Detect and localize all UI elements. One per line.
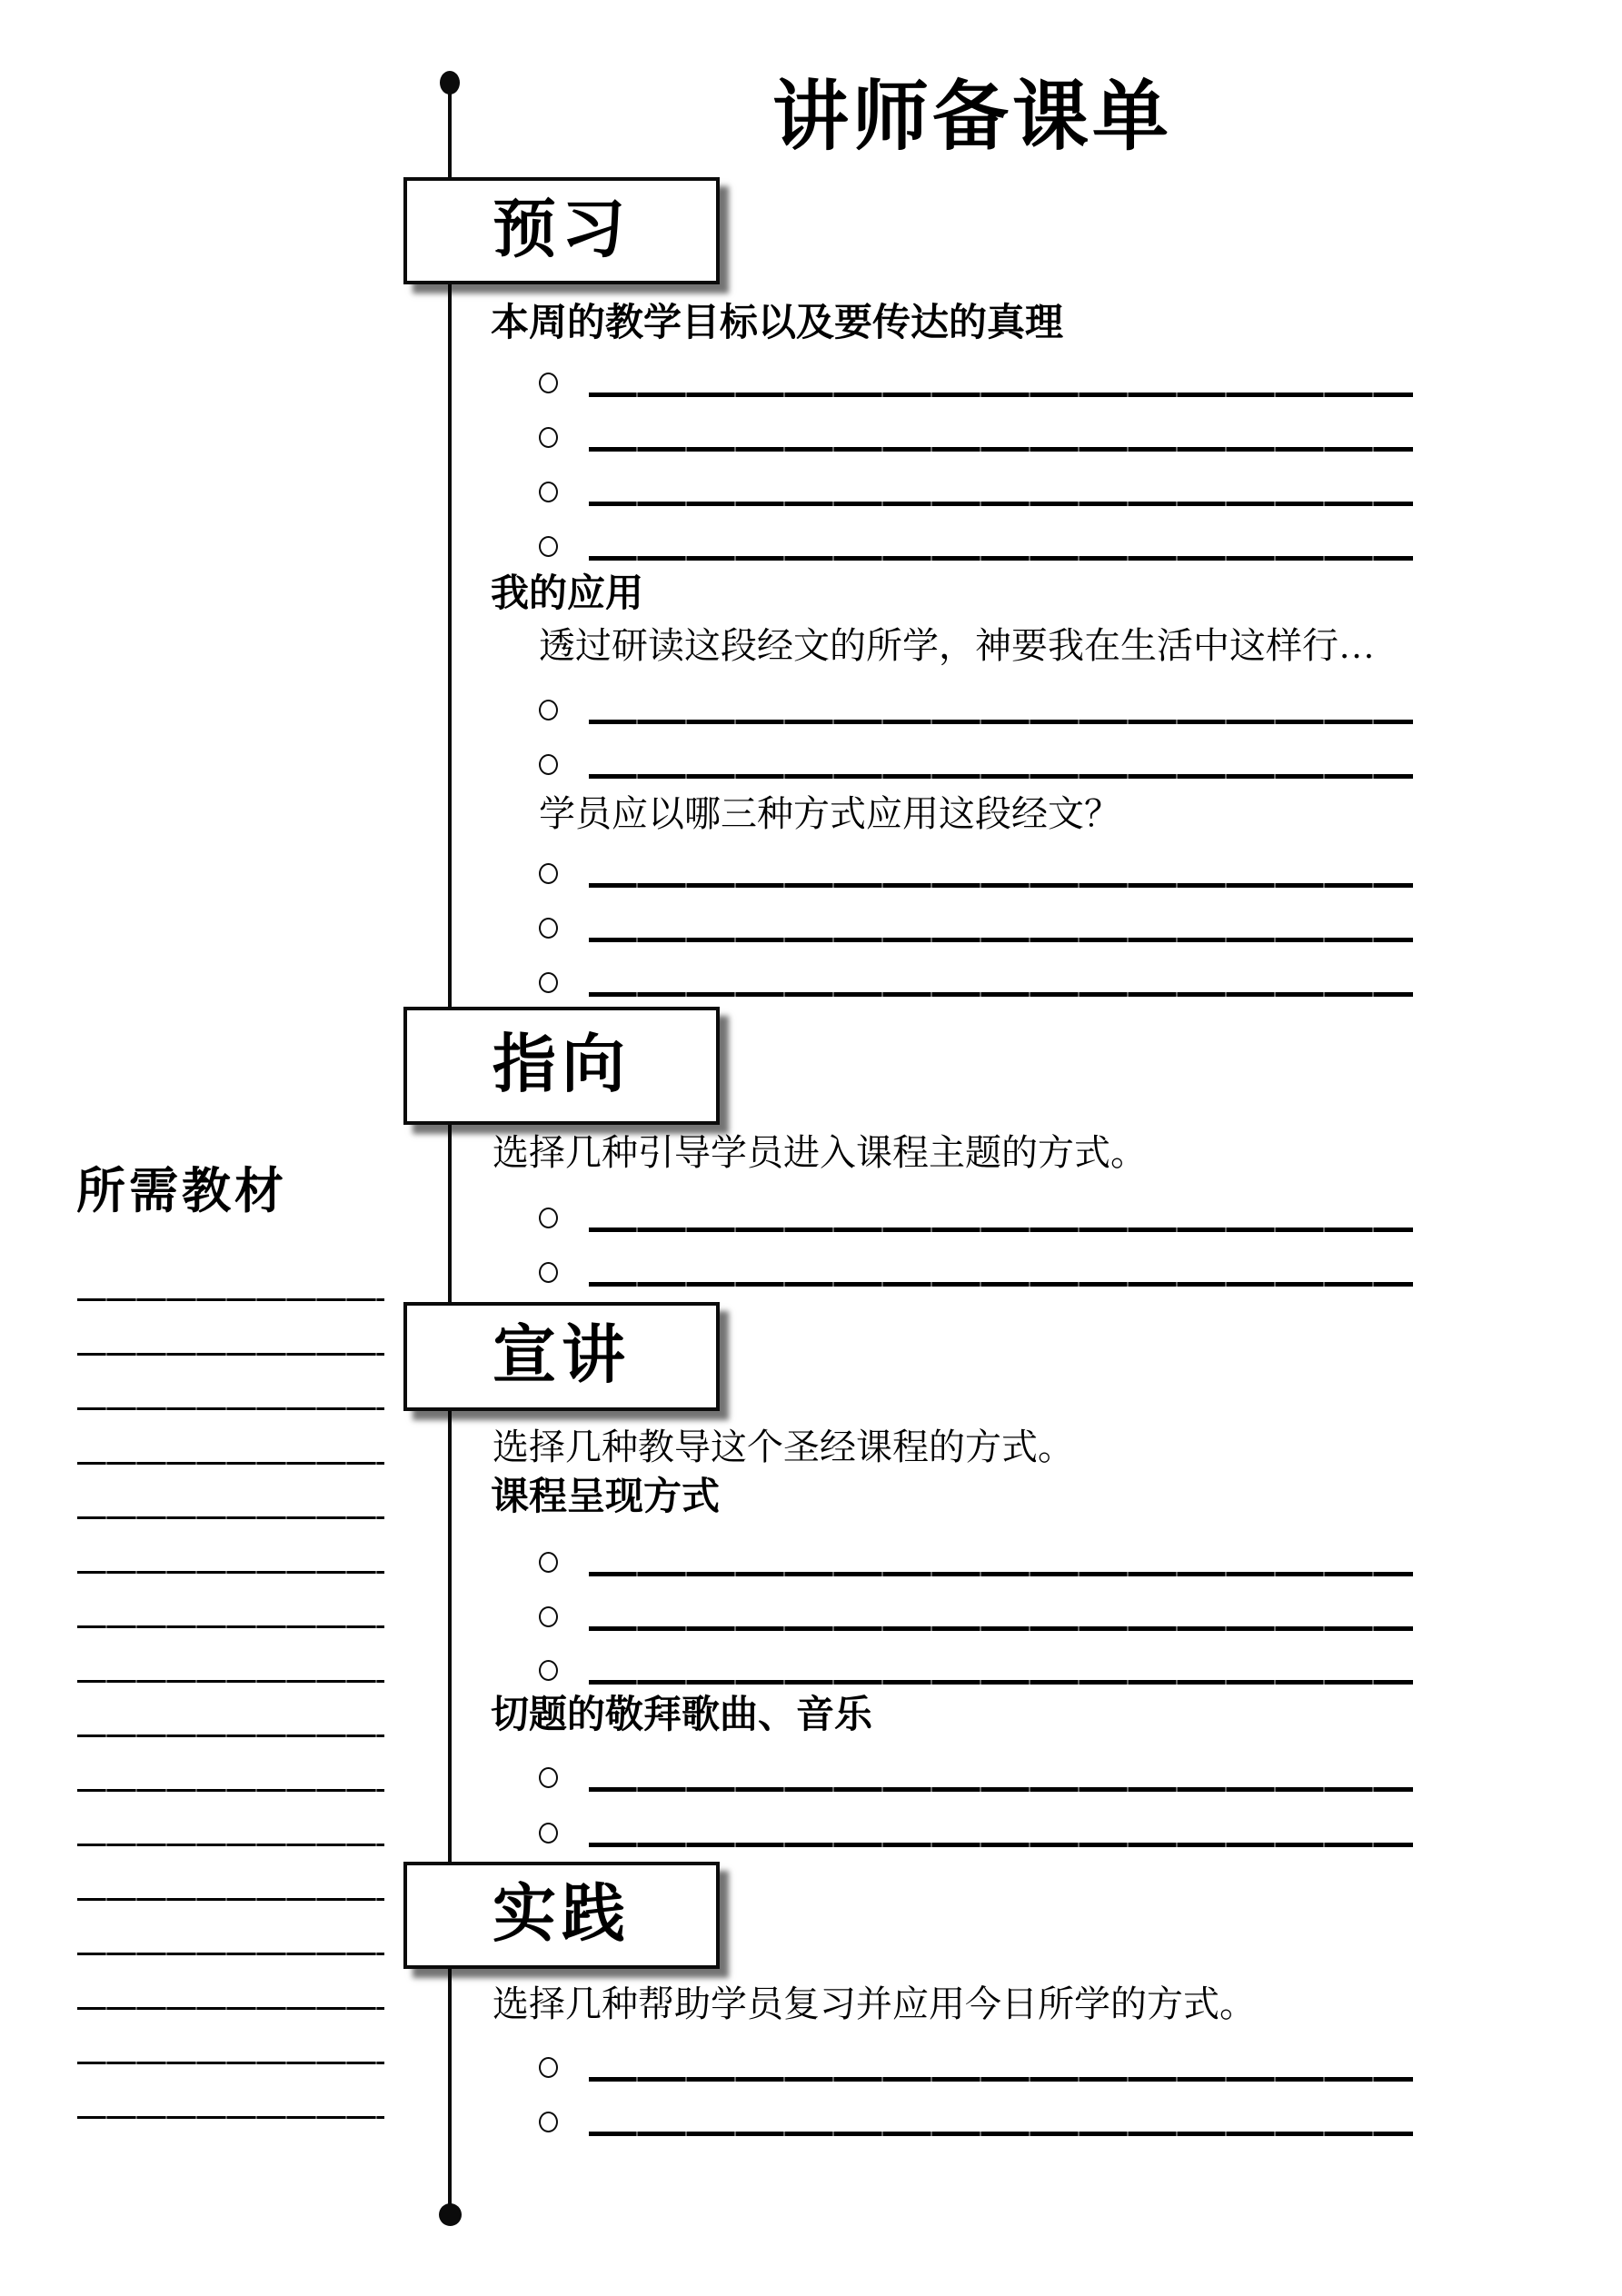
- section-box-orient: [403, 1007, 720, 1125]
- proclaim-description: 选择几种教导这个圣经课程的方式。: [493, 1426, 1074, 1467]
- bullet-row: [0, 1262, 1622, 1289]
- bullet-circle-icon: [539, 754, 558, 775]
- bullet-circle-icon: [539, 373, 558, 393]
- material-blank-line[interactable]: [77, 1298, 384, 1301]
- bullet-circle-icon: [539, 1262, 558, 1283]
- bullet-row: [0, 1208, 1622, 1235]
- bullet-row: [0, 1606, 1622, 1634]
- fill-in-blank-line[interactable]: [589, 1787, 1413, 1792]
- bullet-circle-icon: [539, 1208, 558, 1228]
- fill-in-blank-line[interactable]: [589, 1843, 1413, 1847]
- bullet-row: [0, 700, 1622, 727]
- bullet-circle-icon: [539, 2057, 558, 2078]
- bullet-row: [0, 373, 1622, 400]
- fill-in-blank-line[interactable]: [589, 2077, 1413, 2082]
- material-blank-line[interactable]: [77, 1407, 384, 1410]
- bullet-circle-icon: [539, 1606, 558, 1627]
- bullet-circle-icon: [539, 700, 558, 721]
- bullet-row: [0, 482, 1622, 509]
- bullet-row: [0, 1823, 1622, 1850]
- bullet-circle-icon: [539, 1767, 558, 1788]
- bullet-circle-icon: [539, 482, 558, 502]
- fill-in-blank-line[interactable]: [589, 447, 1413, 452]
- fill-in-blank-line[interactable]: [589, 556, 1413, 561]
- fill-in-blank-line[interactable]: [589, 883, 1413, 888]
- materials-title: 所需教材: [76, 1164, 287, 1218]
- preview-subtext-personal: 透过研读这段经文的所学，神要我在生活中这样行…: [539, 625, 1375, 666]
- fill-in-blank-line[interactable]: [589, 502, 1413, 506]
- fill-in-blank-line[interactable]: [589, 774, 1413, 779]
- bullet-row: [0, 863, 1622, 890]
- bullet-circle-icon: [539, 918, 558, 939]
- proclaim-heading-worship: 切题的敬拜歌曲、音乐: [491, 1695, 873, 1736]
- materials-lines: [77, 1298, 384, 2121]
- bullet-circle-icon: [539, 972, 558, 993]
- fill-in-blank-line[interactable]: [589, 1626, 1413, 1631]
- practice-description: 选择几种帮助学员复习并应用今日所学的方式。: [493, 1983, 1256, 2024]
- bullet-row: [0, 918, 1622, 945]
- bullet-circle-icon: [539, 1552, 558, 1573]
- material-blank-line[interactable]: [77, 1462, 384, 1465]
- section-label-practice: 实践: [493, 1880, 631, 1950]
- timeline-top-dot-icon: [440, 71, 460, 94]
- fill-in-blank-line[interactable]: [589, 2132, 1413, 2136]
- material-blank-line[interactable]: [77, 1516, 384, 1519]
- proclaim-heading-presentation: 课程呈现方式: [491, 1476, 721, 1518]
- fill-in-blank-line[interactable]: [589, 720, 1413, 724]
- bullet-row: [0, 427, 1622, 454]
- material-blank-line[interactable]: [77, 1953, 384, 1955]
- bullet-row: [0, 1552, 1622, 1579]
- material-blank-line[interactable]: [77, 1353, 384, 1356]
- section-box-proclaim: [403, 1302, 720, 1411]
- section-label-preview: 预习: [493, 195, 631, 265]
- bullet-circle-icon: [539, 1823, 558, 1844]
- bullet-row: [0, 1660, 1622, 1687]
- bullet-row: [0, 754, 1622, 781]
- bullet-circle-icon: [539, 863, 558, 884]
- bullet-circle-icon: [539, 1660, 558, 1681]
- bullet-row: [0, 2057, 1622, 2084]
- section-box-preview: [403, 177, 720, 284]
- bullet-row: [0, 536, 1622, 563]
- material-blank-line[interactable]: [77, 1734, 384, 1737]
- preview-subtext-students: 学员应以哪三种方式应用这段经文？: [539, 793, 1120, 834]
- material-blank-line[interactable]: [77, 1898, 384, 1901]
- section-box-practice: [403, 1862, 720, 1969]
- bullet-circle-icon: [539, 2112, 558, 2132]
- bullet-row: [0, 2112, 1622, 2139]
- timeline-bottom-dot-icon: [439, 2203, 462, 2226]
- section-label-proclaim: 宣讲: [493, 1321, 631, 1391]
- page-title: 讲师备课单: [771, 75, 1172, 160]
- material-blank-line[interactable]: [77, 2007, 384, 2010]
- bullet-row: [0, 1767, 1622, 1794]
- preview-heading-application: 我的应用: [491, 573, 644, 615]
- fill-in-blank-line[interactable]: [589, 393, 1413, 397]
- fill-in-blank-line[interactable]: [589, 938, 1413, 942]
- fill-in-blank-line[interactable]: [589, 1572, 1413, 1576]
- bullet-circle-icon: [539, 536, 558, 557]
- section-label-orient: 指向: [493, 1030, 631, 1100]
- bullet-circle-icon: [539, 427, 558, 448]
- orient-description: 选择几种引导学员进入课程主题的方式。: [493, 1132, 1147, 1173]
- bullet-row: [0, 972, 1622, 999]
- fill-in-blank-line[interactable]: [589, 1282, 1413, 1287]
- fill-in-blank-line[interactable]: [589, 1228, 1413, 1232]
- fill-in-blank-line[interactable]: [589, 1680, 1413, 1685]
- preview-heading-goals: 本周的教学目标以及要传达的真理: [491, 303, 1064, 344]
- fill-in-blank-line[interactable]: [589, 992, 1413, 997]
